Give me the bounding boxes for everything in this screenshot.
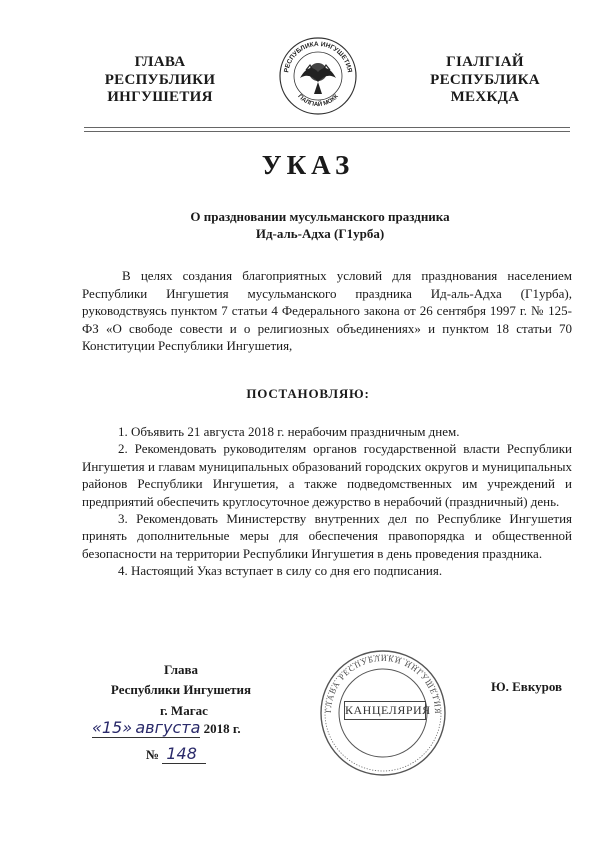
preamble-paragraph: В целях создания благоприятных условий для празднования населением Республики Ингушетия мусульманского праздника Ид-аль-Адха (Г1урба), руководствуясь пунктом 7 статьи 4 Федерального закона от 26 сентября 1997 г. № 125-ФЗ «О свободе совести и о религиозных объединениях» и пунктом 18 статьи 70 Конституции Республики Ингушетия, (82, 268, 572, 354)
subject-line-2: Ид-аль-Адха (Г1урба) (255, 226, 385, 241)
date-month: августа (135, 718, 201, 737)
emblem-top-text: РЕСПУБЛИКА ИНГУШЕТИЯ (283, 40, 353, 74)
decree-number-value: 148 (162, 744, 206, 764)
stamp-label: КАНЦЕЛЯРИЯ (344, 701, 426, 720)
signing-place: г. Магас (160, 703, 208, 718)
decree-number-label: № (146, 747, 160, 762)
date-handwritten-part (92, 718, 200, 738)
decree-word: ПОСТАНОВЛЯЮ: (246, 386, 370, 401)
header-right-line-1: ГIАЛГIАЙ (446, 54, 524, 70)
decree-item-4: 4. Настоящий Указ вступает в силу со дня его подписания. (118, 563, 443, 579)
document-subject (120, 208, 520, 242)
header-left-title (80, 54, 240, 107)
svg-text:ГIАЛГIАЙ МОХК (296, 93, 340, 108)
header-divider-thick (84, 127, 570, 128)
header-left-line-1: ГЛАВА (134, 54, 186, 70)
stamp-ring-text: ГЛАВА РЕСПУБЛИКИ ИНГУШЕТИЯ (323, 653, 443, 715)
date-open-quote: « (92, 718, 102, 737)
header-right-line-2: РЕСПУБЛИКА (430, 71, 540, 88)
signing-date (92, 718, 241, 738)
signer-name: Ю. Евкуров (491, 679, 563, 694)
date-close-quote: » (122, 718, 133, 737)
date-year: 2018 г. (203, 721, 241, 736)
decree-item-1: 1. Объявить 21 августа 2018 г. нерабочим праздничным днем. (118, 424, 460, 439)
date-day: 15 (101, 718, 123, 737)
subject-line-1: О праздновании мусульманского праздника (190, 209, 450, 224)
signatory-title-line-2: Республики Ингушетия (110, 682, 252, 697)
header-divider-thin (84, 131, 570, 132)
coat-of-arms-icon (276, 32, 360, 116)
decree-items (82, 423, 572, 580)
header-right-title (400, 54, 570, 107)
signatory-title-line-1: Глава (163, 662, 199, 677)
decree-item-2: 2. Рекомендовать руководителям органов государственной власти Республики Ингушетия и главам муниципальных образований городских округов и муниципальных районов Республики Ингушетия, а также подведомственных им учреждений и предприятий обеспечить круглосуточное дежурство в нерабочий (праздничный) день. (82, 441, 572, 509)
decree-number (146, 744, 206, 764)
decree-item-3: 3. Рекомендовать Министерству внутренних дел по Республике Ингушетия принять дополнительные меры для обеспечения правопорядка и общественной безопасности на территории Республики Ингушетия в день проведения праздника. (82, 511, 572, 561)
header-right-line-3: МЕХКДА (450, 89, 520, 105)
emblem-bottom-text: ГIАЛГIАЙ МОХК (296, 93, 340, 109)
header-left-line-3: ИНГУШЕТИЯ (107, 89, 213, 105)
document-title: УКАЗ (261, 150, 355, 180)
header-left-line-2: РЕСПУБЛИКИ (104, 71, 216, 88)
signatory-title (96, 660, 266, 700)
